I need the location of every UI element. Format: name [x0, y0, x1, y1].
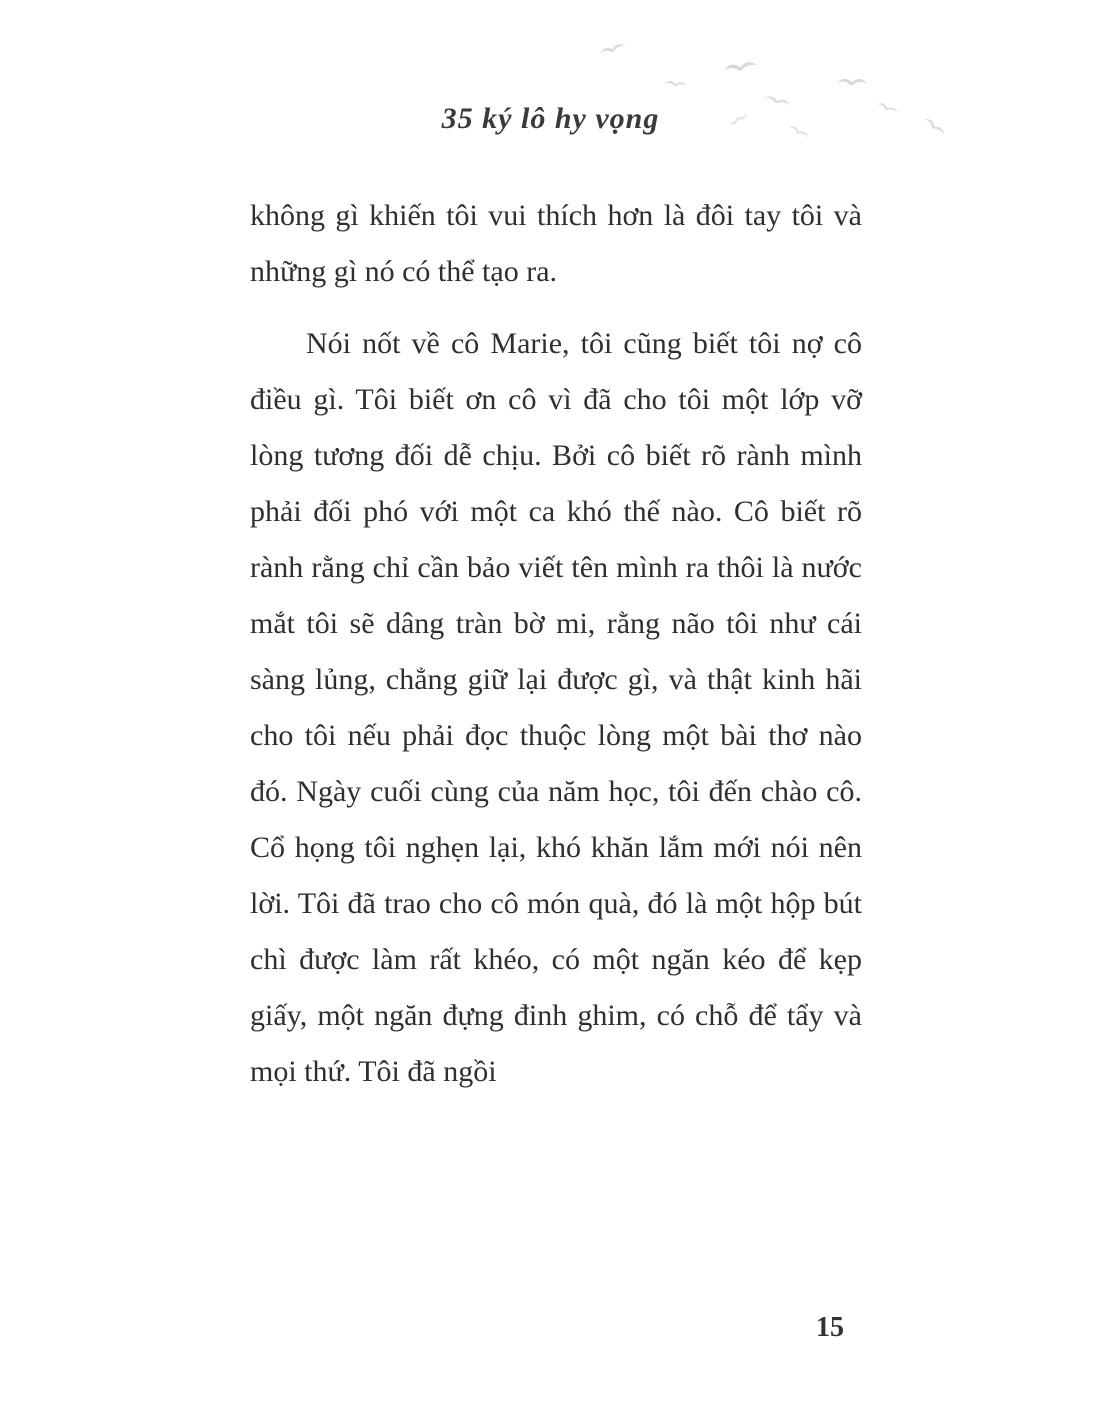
bird-flock-decoration — [0, 0, 1101, 200]
page-header-title: 35 ký lô hy vọng — [441, 102, 660, 135]
bird-icon — [721, 56, 758, 74]
bird-icon — [663, 76, 688, 90]
paragraph: Nói nốt về cô Marie, tôi cũng biết tôi nợ cô điều gì. Tôi biết ơn cô vì đã cho tôi một lớp vỡ lòng tương đối dễ chịu. Bởi cô biết rõ rành mình phải đối phó với một ca khó thế nào. Cô biết rõ rành rằng chỉ cần bảo viết tên mình ra thôi là nước mắt tôi sẽ dâng tràn bờ mi, rằng não tôi như cái sàng lủng, chẳng giữ lại được gì, và thật kinh hãi cho tôi nếu phải đọc thuộc lòng một bài thơ nào đó. Ngày cuối cùng của năm học, tôi đến chào cô. Cổ họng tôi nghẹn lại, khó khăn lắm mới nói nên lời. Tôi đã trao cho cô món quà, đó là một hộp bút chì được làm rất khéo, có một ngăn kéo để kẹp giấy, một ngăn đựng đinh ghim, có chỗ để tẩy và mọi thứ. Tôi đã ngồi — [250, 327, 862, 1088]
paragraph: không gì khiến tôi vui thích hơn là đôi tay tôi và những gì nó có thể tạo ra. — [250, 199, 862, 288]
bird-icon — [597, 39, 627, 57]
bird-icon — [836, 73, 869, 88]
body-text — [250, 188, 862, 1116]
page-number: 15 — [816, 1312, 844, 1343]
